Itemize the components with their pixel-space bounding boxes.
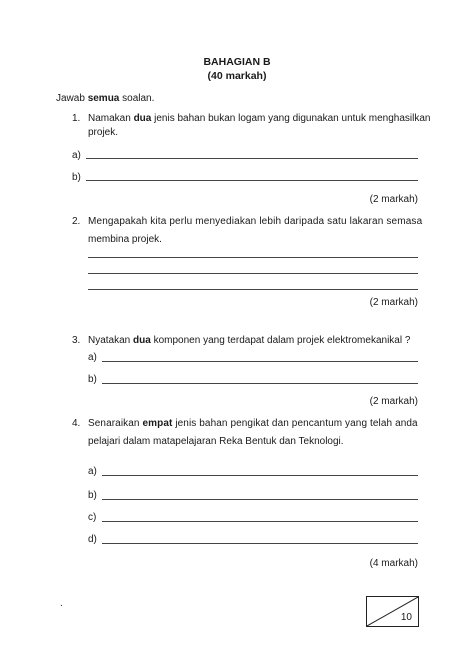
instruction <box>56 93 154 104</box>
answer-line[interactable] <box>102 543 418 544</box>
question-4-text-line2: pelajari dalam matapelajaran Reka Bentuk dan Teknologi. <box>88 436 344 447</box>
answer-line[interactable] <box>88 273 418 274</box>
question-4-option-label: a) <box>88 466 97 477</box>
question-3-prefix: Nyatakan <box>88 335 134 346</box>
question-4-marks: (4 markah) <box>369 558 418 569</box>
question-4-option-label: d) <box>88 534 97 545</box>
section-marks: (40 markah) <box>207 70 267 82</box>
section-title: BAHAGIAN B <box>203 56 271 68</box>
question-2-text: Mengapakah kita perlu menyediakan lebih daripada satu lakaran semasa <box>88 216 423 227</box>
question-1-marks: (2 markah) <box>369 194 418 205</box>
answer-line[interactable] <box>102 521 418 522</box>
question-3-text <box>88 335 410 346</box>
answer-line[interactable] <box>86 180 418 181</box>
footer-dot: . <box>60 598 63 609</box>
score-box-number: 10 <box>400 612 412 623</box>
answer-line[interactable] <box>86 158 418 159</box>
question-4-suffix: jenis bahan pengikat dan pencantum yang telah anda <box>172 418 418 429</box>
question-3-option-label: a) <box>88 352 97 363</box>
answer-line[interactable] <box>102 383 418 384</box>
answer-line[interactable] <box>102 361 418 362</box>
answer-line[interactable] <box>102 499 418 500</box>
question-1-option-label: b) <box>72 172 81 183</box>
question-4-number: 4. <box>72 418 81 429</box>
answer-line[interactable] <box>88 257 418 258</box>
question-3-option-label: b) <box>88 374 97 385</box>
question-4-option-label: b) <box>88 490 97 501</box>
question-2-text-line2: membina projek. <box>88 234 162 245</box>
question-4-option-label: c) <box>88 512 97 523</box>
question-1-prefix: Namakan <box>88 113 134 124</box>
score-box <box>366 596 419 627</box>
question-1-suffix: jenis bahan bukan logam yang digunakan untuk menghasilkan <box>151 113 431 124</box>
question-4-bold: empat <box>142 418 173 429</box>
question-4-text <box>88 418 418 429</box>
answer-line[interactable] <box>88 289 418 290</box>
question-2-marks: (2 markah) <box>369 297 418 308</box>
question-1-bold: dua <box>133 113 152 124</box>
question-3-bold: dua <box>133 335 151 346</box>
question-3-number: 3. <box>72 335 81 346</box>
instruction-suffix: soalan. <box>119 93 155 104</box>
instruction-prefix: Jawab <box>56 93 88 104</box>
question-1-text <box>88 113 430 124</box>
question-3-marks: (2 markah) <box>369 396 418 407</box>
question-1-option-label: a) <box>72 150 81 161</box>
question-4-prefix: Senaraikan <box>88 418 143 429</box>
question-2-number: 2. <box>72 216 81 227</box>
answer-line[interactable] <box>102 475 418 476</box>
question-3-suffix: komponen yang terdapat dalam projek elektromekanikal ? <box>150 335 411 346</box>
instruction-bold: semua <box>87 93 120 104</box>
question-1-number: 1. <box>72 113 81 124</box>
question-1-text-line2: projek. <box>88 127 119 138</box>
